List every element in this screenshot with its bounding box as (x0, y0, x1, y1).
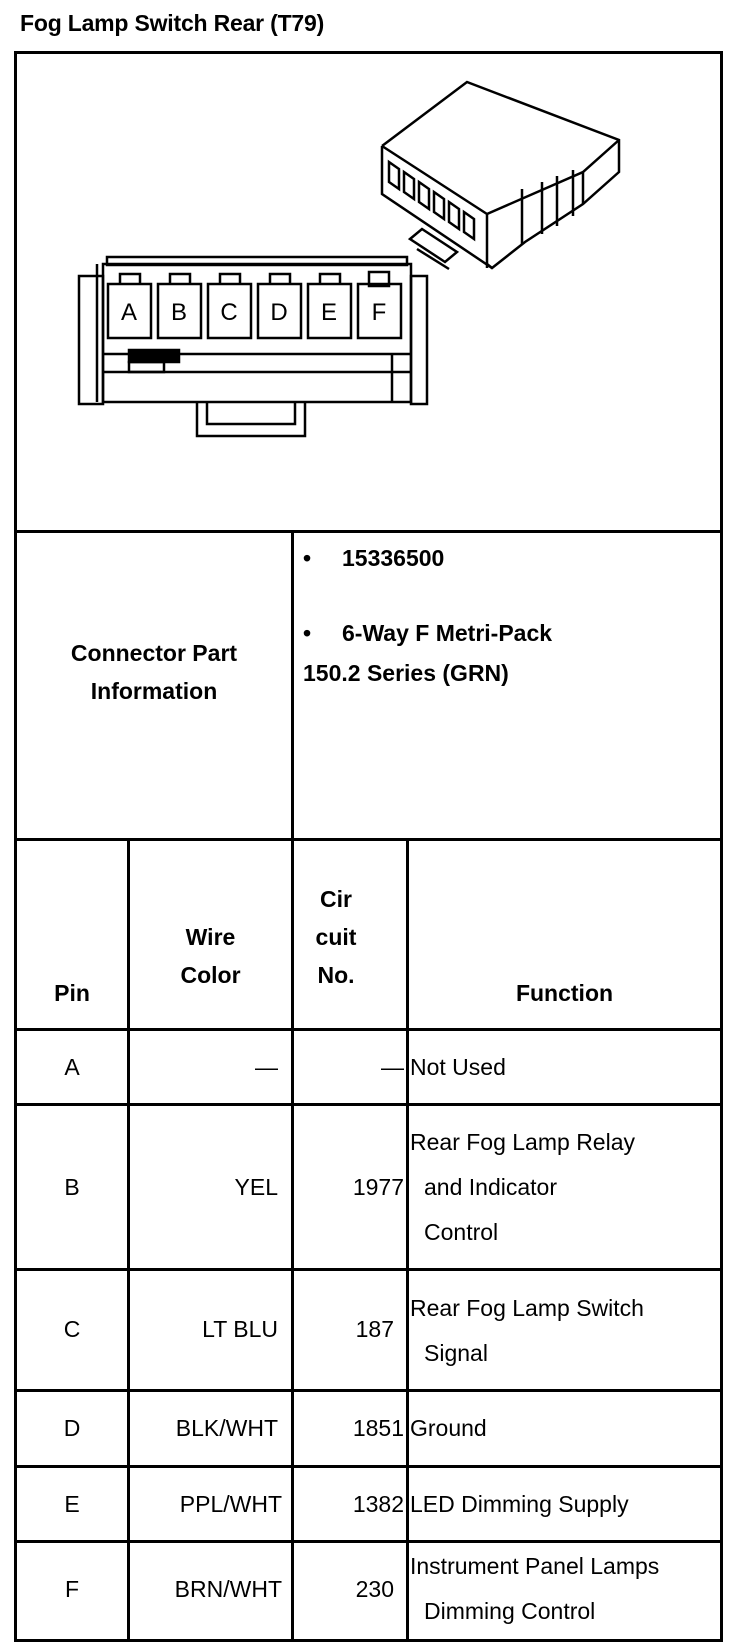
circuit-cell: 1977 (352, 1174, 404, 1200)
wire-color-cell: PPL/WHT (179, 1491, 282, 1517)
pin-cell: F (64, 1576, 80, 1602)
function-cell: Ground (410, 1415, 487, 1441)
circuit-cell: — (381, 1054, 404, 1080)
connector-description-line1: 6-Way F Metri-Pack (342, 620, 553, 646)
pin-cell: C (63, 1316, 81, 1342)
pin-label-b: B (170, 299, 188, 326)
pin-label-c: C (220, 299, 238, 326)
pin-cell: E (64, 1491, 80, 1517)
function-cell: Control (424, 1219, 499, 1245)
connector-diagram (17, 54, 720, 530)
function-cell: and Indicator (424, 1174, 557, 1200)
header-wire-color-line2: Color (180, 962, 241, 988)
header-circuit-line1: Cir (320, 886, 352, 912)
circuit-cell: 1382 (352, 1491, 404, 1517)
pin-cell: A (64, 1054, 80, 1080)
pin-cell: B (64, 1174, 80, 1200)
pin-label-e: E (320, 299, 338, 326)
function-cell: Dimming Control (424, 1598, 596, 1624)
pin-label-f: F (371, 299, 387, 326)
function-cell: Not Used (410, 1054, 506, 1080)
function-cell: Instrument Panel Lamps (410, 1553, 660, 1579)
wire-color-cell: YEL (234, 1174, 278, 1200)
pin-label-a: A (120, 299, 138, 326)
header-circuit-line2: cuit (315, 924, 357, 950)
wire-color-cell: LT BLU (202, 1316, 278, 1342)
function-cell: LED Dimming Supply (410, 1491, 629, 1517)
function-cell: Rear Fog Lamp Relay (410, 1129, 635, 1155)
connector-info-label-line1: Connector Part (70, 640, 238, 666)
header-circuit-line3: No. (317, 962, 355, 988)
page-title: Fog Lamp Switch Rear (T79) (20, 10, 325, 36)
function-cell: Rear Fog Lamp Switch (410, 1295, 644, 1321)
circuit-cell: 187 (355, 1316, 394, 1342)
connector-description-line2: 150.2 Series (GRN) (303, 660, 509, 686)
connector-info-label-line2: Information (90, 678, 218, 704)
wire-color-cell: BLK/WHT (175, 1415, 278, 1441)
part-number: 15336500 (342, 545, 445, 571)
pin-cell: D (63, 1415, 81, 1441)
wire-color-cell: — (255, 1054, 278, 1080)
bullet-icon: • (303, 545, 312, 571)
function-cell: Signal (424, 1340, 488, 1366)
pin-label-d: D (270, 299, 288, 326)
header-pin: Pin (54, 980, 90, 1006)
header-function: Function (515, 980, 614, 1006)
circuit-cell: 230 (355, 1576, 394, 1602)
header-wire-color-line1: Wire (185, 924, 236, 950)
pin-cavities (108, 272, 401, 338)
connector-isometric (382, 82, 619, 269)
wire-color-cell: BRN/WHT (174, 1576, 282, 1602)
bullet-icon: • (303, 620, 312, 646)
circuit-cell: 1851 (352, 1415, 404, 1441)
